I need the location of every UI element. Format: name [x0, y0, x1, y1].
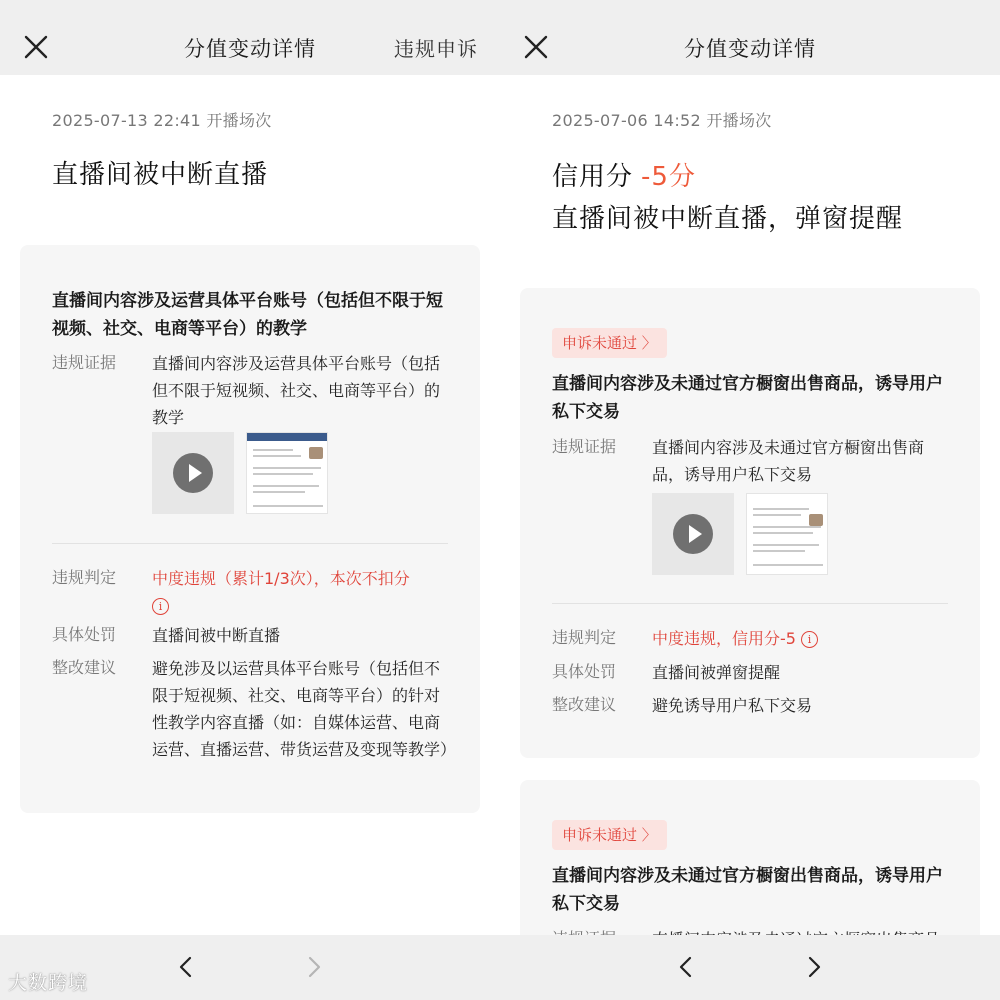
- appeal-button[interactable]: 违规申诉: [394, 37, 478, 61]
- violation-title: 直播间内容涉及运营具体平台账号（包括但不限于短视频、社交、电商等平台）的教学: [52, 291, 443, 339]
- thumbnail-line: [753, 514, 801, 516]
- watermark: 大数跨境: [8, 972, 89, 994]
- chevron-left-icon[interactable]: [674, 955, 698, 979]
- divider: [552, 603, 948, 604]
- violation-card: [520, 288, 980, 758]
- credit-delta: -5分: [641, 162, 696, 192]
- thumbnail-line: [253, 473, 313, 475]
- judgement-label: 违规判定: [552, 628, 617, 647]
- evidence-text: 直播间内容涉及未通过官方橱窗出售商品，诱导用户私下交易: [652, 438, 925, 484]
- thumbnail-line: [753, 564, 823, 566]
- credit-label: 信用分: [552, 162, 634, 192]
- thumbnail-line: [253, 491, 305, 493]
- session-time: 2025-07-06 14:52 开播场次: [552, 111, 772, 130]
- thumbnail-line: [253, 467, 321, 469]
- penalty-text: 直播间被弹窗提醒: [652, 663, 781, 682]
- chevron-left-icon[interactable]: [174, 955, 198, 979]
- judgement-value: [652, 625, 952, 652]
- session-time: 2025-07-13 22:41 开播场次: [52, 111, 272, 130]
- thumbnail-line: [253, 449, 293, 451]
- penalty-headline: 直播间被中断直播: [52, 160, 269, 190]
- judgement-value: [152, 565, 452, 619]
- right-screen: [500, 0, 1000, 1000]
- page-title: 分值变动详情: [684, 37, 816, 61]
- evidence-label: 违规证据: [52, 353, 117, 372]
- judgement-text: 中度违规，信用分-5: [652, 629, 796, 648]
- thumbnail-line: [753, 550, 805, 552]
- thumbnail-line: [753, 508, 809, 510]
- thumbnail-line: [253, 455, 301, 457]
- violation-title: 直播间内容涉及未通过官方橱窗出售商品，诱导用户私下交易: [552, 866, 943, 914]
- thumbnail-line: [753, 526, 821, 528]
- chevron-right-icon[interactable]: [802, 955, 826, 979]
- thumbnail-line: [753, 532, 813, 534]
- evidence-video-thumbnail[interactable]: [152, 432, 234, 514]
- penalty-headline: 直播间被中断直播，弹窗提醒: [552, 204, 904, 234]
- penalty-text: 直播间被中断直播: [152, 626, 281, 645]
- chevron-right-icon[interactable]: [302, 955, 326, 979]
- evidence-screenshot-thumbnail[interactable]: [746, 493, 828, 575]
- evidence-label: 违规证据: [552, 437, 617, 456]
- play-icon: [173, 453, 213, 493]
- advice-label: 整改建议: [52, 658, 117, 677]
- violation-card: [20, 245, 480, 813]
- advice-text: 避免涉及以运营具体平台账号（包括但不限于短视频、社交、电商等平台）的针对性教学内容直播（如：自媒体运营、电商运营、直播运营、带货运营及变现等教学）: [152, 659, 457, 759]
- advice-text: 避免诱导用户私下交易: [652, 696, 813, 715]
- credit-score-change: [552, 156, 696, 193]
- play-icon: [673, 514, 713, 554]
- advice-label: 整改建议: [552, 695, 617, 714]
- info-icon[interactable]: i: [152, 598, 169, 615]
- judgement-label: 违规判定: [52, 568, 117, 587]
- info-icon[interactable]: i: [801, 631, 818, 648]
- divider: [52, 543, 448, 544]
- judgement-text: 中度违规（累计1/3次），本次不扣分: [152, 569, 410, 588]
- appeal-status-badge[interactable]: 申诉未通过 〉: [552, 328, 667, 358]
- thumbnail-line: [253, 485, 319, 487]
- bottom-nav-bar: [500, 935, 1000, 1000]
- thumbnail-line: [753, 544, 819, 546]
- evidence-video-thumbnail[interactable]: [652, 493, 734, 575]
- appeal-status-badge[interactable]: 申诉未通过 〉: [552, 820, 667, 850]
- thumbnail-avatar: [309, 447, 323, 459]
- thumbnail-header: [247, 433, 327, 441]
- page-title: 分值变动详情: [184, 37, 316, 61]
- penalty-label: 具体处罚: [552, 662, 617, 681]
- penalty-label: 具体处罚: [52, 625, 117, 644]
- evidence-screenshot-thumbnail[interactable]: [246, 432, 328, 514]
- thumbnail-avatar: [809, 514, 823, 526]
- top-bar: [0, 0, 500, 75]
- violation-title: 直播间内容涉及未通过官方橱窗出售商品，诱导用户私下交易: [552, 374, 943, 422]
- evidence-text: 直播间内容涉及运营具体平台账号（包括但不限于短视频、社交、电商等平台）的教学: [152, 354, 441, 427]
- thumbnail-line: [253, 505, 323, 507]
- top-bar: [500, 0, 1000, 75]
